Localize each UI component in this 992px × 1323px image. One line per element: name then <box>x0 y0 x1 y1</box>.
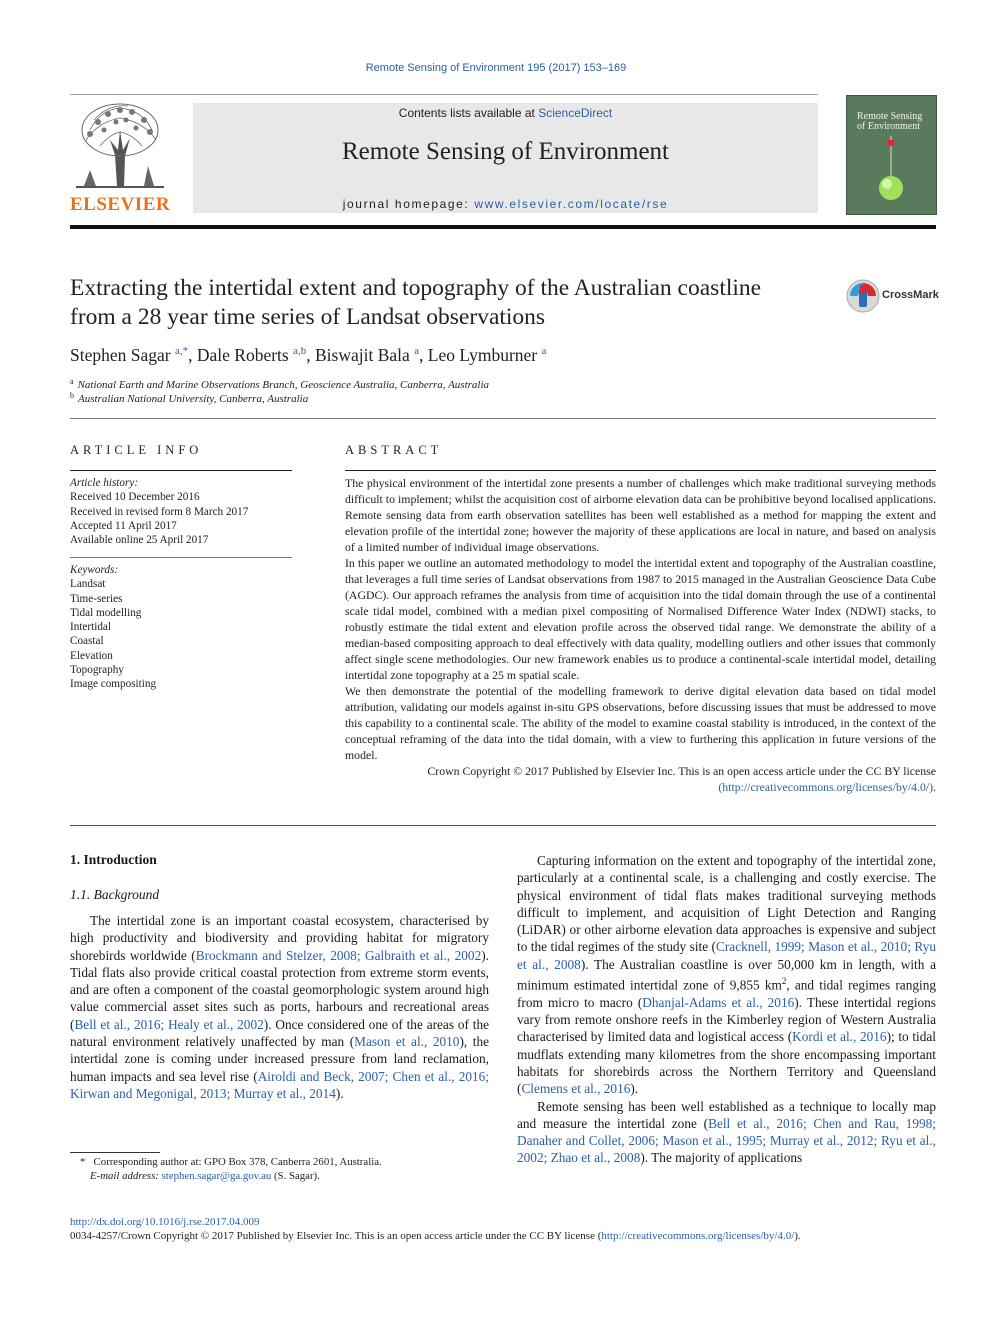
citation-link[interactable]: Brockmann and Stelzer, 2008; Galbraith et al., 2002 <box>195 947 482 963</box>
author-name[interactable]: Biswajit Bala <box>315 345 410 365</box>
issn-end: ). <box>794 1230 801 1242</box>
abstract-copyright <box>345 763 936 795</box>
homepage-prefix: journal homepage: <box>342 197 475 211</box>
keyword[interactable]: Time-series <box>70 592 123 605</box>
author-name[interactable]: Leo Lymburner <box>427 345 538 365</box>
doi-link[interactable]: http://dx.doi.org/10.1016/j.rse.2017.04.009 <box>70 1216 260 1228</box>
article-history <box>70 476 300 547</box>
affiliation-b <box>70 391 308 405</box>
corresponding-author-footnote <box>70 1155 489 1183</box>
body-divider <box>70 825 936 826</box>
right-column <box>517 852 936 1167</box>
history-item: Available online 25 April 2017 <box>70 534 209 547</box>
history-label: Article history: <box>70 477 139 489</box>
copyright-text: Crown Copyright © 2017 Published by Elsevier Inc. This is an open access article under the CC BY license <box>427 764 936 778</box>
author-affiliation[interactable]: a <box>414 345 420 357</box>
footnote-address: Corresponding author at: GPO Box 378, Canberra 2601, Australia. <box>93 1156 382 1168</box>
keyword[interactable]: Landsat <box>70 578 106 591</box>
footnote-rule <box>70 1152 160 1153</box>
abstract-paragraph: The physical environment of the intertidal zone presents a number of challenges which make traditional surveying methods difficult to implement; whilst the acquisition cost of airborne elevation data can be prohibitive beyond localised applications. Remote sensing data from earth observation satellites has been well established as a method for mapping the extent and elevation profile of the intertidal zone; however the majority of these applications are local in nature, and based on analysis of a limited number of individual image observations. <box>345 476 936 554</box>
sciencedirect-link[interactable]: ScienceDirect <box>538 106 613 120</box>
journal-header <box>70 94 818 222</box>
citation-link[interactable]: Mason et al., 2010 <box>354 1034 460 1050</box>
citation-link[interactable]: Dhanjal-Adams et al., 2016 <box>642 994 795 1010</box>
citation-link[interactable]: Bell et al., 2016; Healy et al., 2002 <box>74 1016 264 1032</box>
abstract-heading: ABSTRACT <box>345 443 443 457</box>
header-top-rule <box>70 94 818 95</box>
keyword[interactable]: Tidal modelling <box>70 606 142 619</box>
abstract-paragraph: We then demonstrate the potential of the modelling framework to derive digital elevation data based on tidal model attribution, validating our models against in-situ GPS observations, before discussing issues that must be addressed to move this capability to a continental scale. The ability of the model to examine coastal stability is introduced, in the context of the conceptual reframing of the data into the tidal domain, with a view to furthering this application in future versions of the model. <box>345 684 936 762</box>
author-affiliation[interactable]: a,b <box>293 345 307 357</box>
citation-link[interactable]: Clemens et al., 2016 <box>521 1081 631 1097</box>
email-label: E-mail address: <box>90 1170 162 1182</box>
abstract-body <box>345 475 936 795</box>
keywords <box>70 563 300 692</box>
keyword[interactable]: Elevation <box>70 649 113 662</box>
homepage-line <box>193 197 818 211</box>
affiliation-text: National Earth and Marine Observations Branch, Geoscience Australia, Canberra, Australia <box>77 379 490 391</box>
footer-license-link[interactable]: http://creativecommons.org/licenses/by/4.0/ <box>601 1230 795 1242</box>
journal-citation[interactable]: Remote Sensing of Environment 195 (2017) 153–169 <box>365 62 627 74</box>
journal-cover-thumbnail[interactable] <box>846 95 937 215</box>
author-list: Stephen Sagar $^{a,*}$, Dale Roberts $^{a,b}$, Biswajit Bala $^a$, Leo Lymburner $^a$ <box>70 345 547 365</box>
citation-link[interactable]: Bell et al., 2016; Chen and Rau, 1998; Danaher and Collet, 2006; Mason et al., 1995; Murray et al., 2012; Ryu et al., 2002; Zhao et al., 2008 <box>517 1115 936 1166</box>
citation-link[interactable]: Airoldi and Beck, 2007; Chen et al., 2016; Kirwan and Megonigal, 2013; Murray et al., 2014 <box>70 1068 489 1101</box>
subsection-heading: 1.1. Background <box>70 887 160 902</box>
author-affiliation[interactable]: a <box>541 345 547 357</box>
footnote-email-line <box>70 1169 489 1183</box>
article-info-rule <box>70 470 292 471</box>
license-end: . <box>933 780 936 794</box>
author-affiliation[interactable]: a,* <box>174 345 189 357</box>
contents-prefix: Contents lists available at <box>398 106 539 120</box>
left-column <box>70 912 489 1102</box>
keyword[interactable]: Intertidal <box>70 621 112 634</box>
abstract-paragraph: In this paper we outline an automated methodology to model the intertidal extent and topography of the Australian coastline, that leverages a full time series of Landsat observations from 1987 to 2015 managed in the Australian Geoscience Data Cube (AGDC). Our approach reframes the analysis from time of acquisition into the tidal domain through the use of a continental scale tidal model, combined with a median pixel compositing of Normalised Difference Water Index (NDWI) stacks, to robustly estimate the tidal extent and elevation profile across the observed tidal range. We demonstrate the ability of a median-based compositing approach to deal effectively with data quality, modelling outliers and other issues that commonly affect single scene methodologies. Our new framework enables us to produce a continental-scale intertidal model, detailing intertidal zone topography at a 25 m spatial scale. <box>345 556 936 682</box>
journal-homepage-link[interactable]: www.elsevier.com/locate/rse <box>474 197 669 211</box>
author-name[interactable]: Stephen Sagar <box>70 345 171 365</box>
citation-link[interactable]: Kordi et al., 2016 <box>792 1029 887 1045</box>
affiliation-a <box>70 377 489 391</box>
header-divider <box>70 225 936 229</box>
abstract-rule <box>345 470 936 471</box>
keywords-label: Keywords: <box>70 564 119 576</box>
affiliation-mark: b <box>70 391 74 400</box>
affiliation-mark: a <box>70 377 74 386</box>
crossmark-badge[interactable] <box>846 279 938 313</box>
history-item: Received 10 December 2016 <box>70 491 200 504</box>
license-link[interactable]: (http://creativecommons.org/licenses/by/4.0/) <box>718 780 934 794</box>
journal-title[interactable]: Remote Sensing of Environment <box>341 138 670 165</box>
section-heading: 1. Introduction <box>70 852 157 867</box>
cover-graphic-icon <box>847 96 936 214</box>
cover-title: Remote Sensing of Environment <box>857 111 923 132</box>
superscript: 2 <box>781 976 787 987</box>
citation-link[interactable]: Cracknell, 1999; Mason et al., 2010; Ryu et al., 2008 <box>517 939 936 972</box>
keyword[interactable]: Topography <box>70 664 124 677</box>
article-title: Extracting the intertidal extent and topography of the Australian coastline from a 28 year time series of Landsat observations <box>70 275 762 330</box>
issn-text: 0034-4257/Crown Copyright © 2017 Published by Elsevier Inc. This is an open access article under the CC BY license ( <box>70 1230 602 1242</box>
email-suffix: (S. Sagar). <box>271 1170 320 1182</box>
crossmark-icon <box>846 279 880 313</box>
footnote-mark: * <box>80 1156 86 1168</box>
issn-copyright-line <box>70 1230 801 1242</box>
keyword[interactable]: Coastal <box>70 635 104 648</box>
body-paragraph: Remote sensing has been well established as a technique to locally map and measure the intertidal zone (Bell et al., 2016; Chen and Rau, 1998; Danaher and Collet, 2006; Mason et al., 1995; Murray et al., 2012; Ryu et al., 2002; Zhao et al., 2008). The majority of applications <box>517 1098 936 1166</box>
keyword[interactable]: Image compositing <box>70 678 157 691</box>
crossmark-label: CrossMark <box>882 289 939 301</box>
body-paragraph: The intertidal zone is an important coastal ecosystem, characterised by high productivity and biodiversity and providing habitat for migratory shorebirds worldwide (Brockmann and Stelzer, 2008; Galbraith et al., 2002). Tidal flats also provide critical coastal protection from extreme storm events, and are often a component of the coastal geomorphologic system around high value commercial asset sites such as ports, harbours and recreational areas (Bell et al., 2016; Healy et al., 2002). Once considered one of the areas of the natural environment relatively unaffected by man (Mason et al., 2010), the intertidal zone is coming under increased pressure from land reclamation, human impacts and sea level rise (Airoldi and Beck, 2007; Chen et al., 2016; Kirwan and Megonigal, 2013; Murray et al., 2014). <box>70 913 489 1101</box>
elsevier-wordmark[interactable]: ELSEVIER <box>70 194 171 215</box>
affiliation-text: Australian National University, Canberra, Australia <box>78 393 309 405</box>
email-link[interactable]: stephen.sagar@ga.gov.au <box>161 1170 272 1182</box>
footnote-line <box>70 1155 489 1169</box>
article-info-heading: ARTICLE INFO <box>70 443 203 457</box>
keywords-rule <box>70 557 292 558</box>
history-item: Received in revised form 8 March 2017 <box>70 505 249 518</box>
section-divider <box>70 418 936 419</box>
body-paragraph: Capturing information on the extent and topography of the intertidal zone, particularly at a continental scale, is a challenging and costly exercise. The physical environment of tidal flats makes traditional surveying methods difficult to implement, and acquisition of Light Detection and Ranging (LiDAR) or other airborne elevation data approaches is expensive and subject to the tidal regimes of the study site (Cracknell, 1999; Mason et al., 2010; Ryu et al., 2008). The Australian coastline is over 50,000 km in length, with a minimum estimated intertidal zone of 9,855 $km^2$, and tidal regimes ranging from micro to macro (Dhanjal-Adams et al., 2016). These intertidal regions vary from remote onshore reefs in the Kimberley region of Western Australia characterised by limited data and logistical access (Kordi et al., 2016); to tidal mudflats extending many kilometres from the shore encompassing important habitats for shorebirds across the Northern Territory and Queensland (Clemens et al., 2016). <box>517 853 936 1097</box>
history-item: Accepted 11 April 2017 <box>70 519 177 532</box>
author-name[interactable]: Dale Roberts <box>196 345 289 365</box>
contents-line <box>193 106 818 120</box>
